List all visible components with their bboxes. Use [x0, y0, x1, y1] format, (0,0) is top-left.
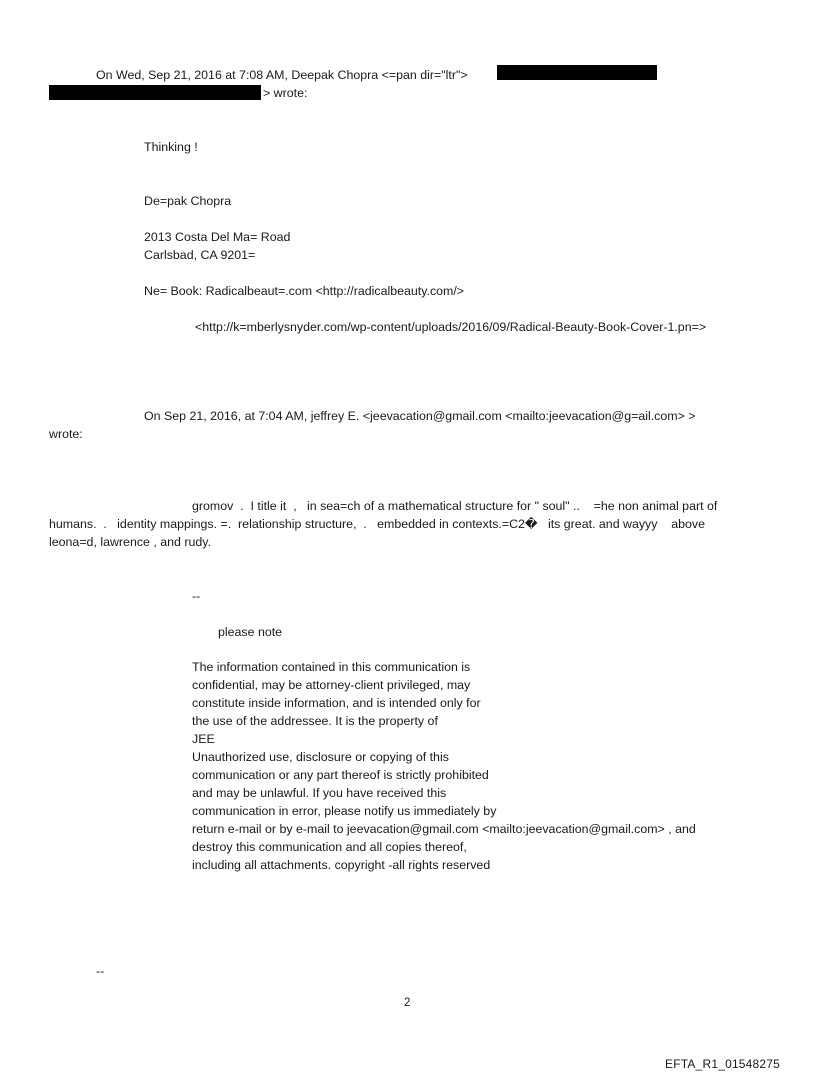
message-body: Thinking !	[144, 140, 198, 154]
signature-separator: --	[192, 589, 201, 603]
disclaimer-line: Unauthorized use, disclosure or copying of this	[192, 750, 449, 764]
quoted-header-line1: On Sep 21, 2016, at 7:04 AM, jeffrey E. <jeevacation@gmail.com <mailto:jeevacation@g=ail.com> >	[144, 409, 696, 423]
signature-address-line2: Carlsbad, CA 9201=	[144, 248, 256, 262]
quoted-header-line2: wrote:	[49, 427, 83, 441]
disclaimer-line: JEE	[192, 732, 215, 746]
disclaimer-line: including all attachments. copyright -all rights reserved	[192, 858, 491, 872]
signature-name: De=pak Chopra	[144, 194, 232, 208]
quoted-message-line1: gromov . I title it , in sea=ch of a mathematical structure for " soul" .. =he non animal part of	[192, 499, 718, 513]
reply-header-line2: > wrote:	[263, 86, 308, 100]
redaction-block	[49, 85, 261, 100]
disclaimer-line: return e-mail or by e-mail to jeevacation@gmail.com <mailto:jeevacation@gmail.com> , and	[192, 822, 696, 836]
disclaimer-line: The information contained in this communication is	[192, 660, 471, 674]
disclaimer-line: the use of the addressee. It is the property of	[192, 714, 438, 728]
book-image-url: <http://k=mberlysnyder.com/wp-content/uploads/2016/09/Radical-Beauty-Book-Cover-1.pn=>	[195, 320, 707, 334]
disclaimer-line: communication or any part thereof is strictly prohibited	[192, 768, 489, 782]
disclaimer-line: confidential, may be attorney-client privileged, may	[192, 678, 471, 692]
disclaimer-line: communication in error, please notify us immediately by	[192, 804, 497, 818]
disclaimer-line: destroy this communication and all copies thereof,	[192, 840, 467, 854]
page-number: 2	[404, 997, 411, 1009]
redaction-block	[497, 65, 657, 80]
document-id: EFTA_R1_01548275	[665, 1057, 781, 1071]
quoted-message-line3: leona=d, lawrence , and rudy.	[49, 535, 211, 549]
disclaimer-heading: please note	[218, 625, 283, 639]
signature-book-line: Ne= Book: Radicalbeaut=.com <http://radicalbeauty.com/>	[144, 284, 465, 298]
bottom-separator: --	[96, 964, 105, 978]
disclaimer-line: and may be unlawful. If you have received this	[192, 786, 447, 800]
quoted-message-line2: humans. . identity mappings. =. relationship structure, . embedded in contexts.=C2� its great. and wayyy above	[49, 517, 705, 531]
reply-header-line1: On Wed, Sep 21, 2016 at 7:08 AM, Deepak Chopra <=pan dir="ltr">	[96, 68, 468, 82]
signature-address-line1: 2013 Costa Del Ma= Road	[144, 230, 291, 244]
disclaimer-line: constitute inside information, and is intended only for	[192, 696, 481, 710]
